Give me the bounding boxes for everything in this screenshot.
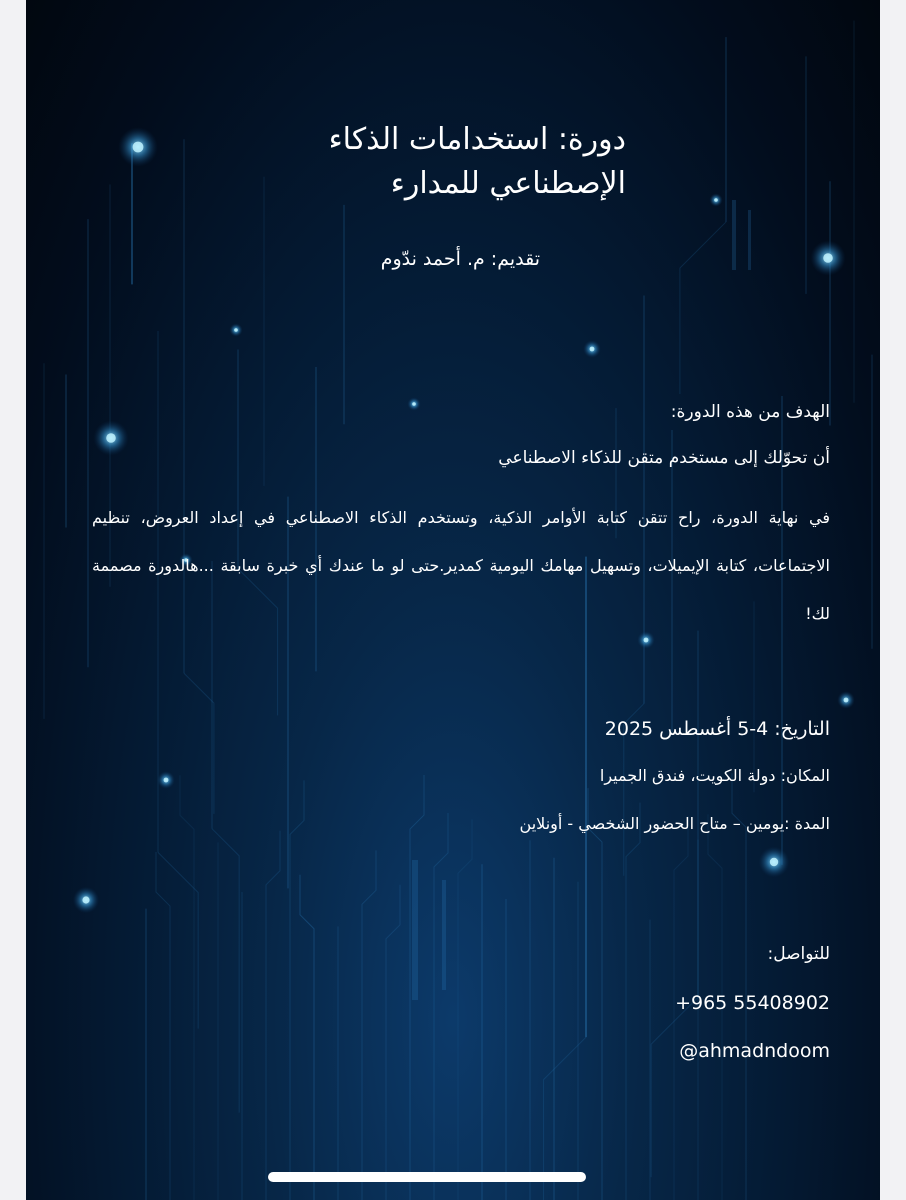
- flyer-content: [26, 0, 880, 1200]
- goal-heading: الهدف من هذه الدورة:: [670, 402, 830, 422]
- contact-heading: للتواصل:: [767, 944, 830, 964]
- home-indicator[interactable]: [268, 1172, 586, 1182]
- goal-paragraph: في نهاية الدورة، راح تتقن كتابة الأوامر الذكية، وتستخدم الذكاء الاصطناعي في إعداد العروض، تنظيم الاجتماعات، كتابة الإيميلات، وتسهيل مهامك اليومية كمدير.حتى لو ما عندك أي خبرة سابقة ...هالدورة مصممة لك!: [92, 508, 830, 623]
- presenter-name: تقديم: م. أحمد ندّوم: [380, 248, 540, 270]
- course-title: [126, 118, 626, 206]
- course-date: التاريخ: 4-5 أغسطس 2025: [604, 718, 830, 740]
- course-title-line-1: دورة: استخدامات الذكاء: [328, 122, 626, 157]
- contact-handle[interactable]: @ahmadndoom: [679, 1040, 830, 1062]
- goal-lead: أن تحوّلك إلى مستخدم متقن للذكاء الاصطناعي: [498, 448, 830, 468]
- contact-phone[interactable]: +965 55408902: [675, 992, 830, 1014]
- course-flyer: [26, 0, 880, 1200]
- course-place: المكان: دولة الكويت، فندق الجميرا: [599, 766, 830, 785]
- course-title-line-2: الإصطناعي للمدارء: [390, 166, 626, 201]
- course-duration: المدة :يومين – متاح الحضور الشخصي - أونلاين: [519, 814, 830, 833]
